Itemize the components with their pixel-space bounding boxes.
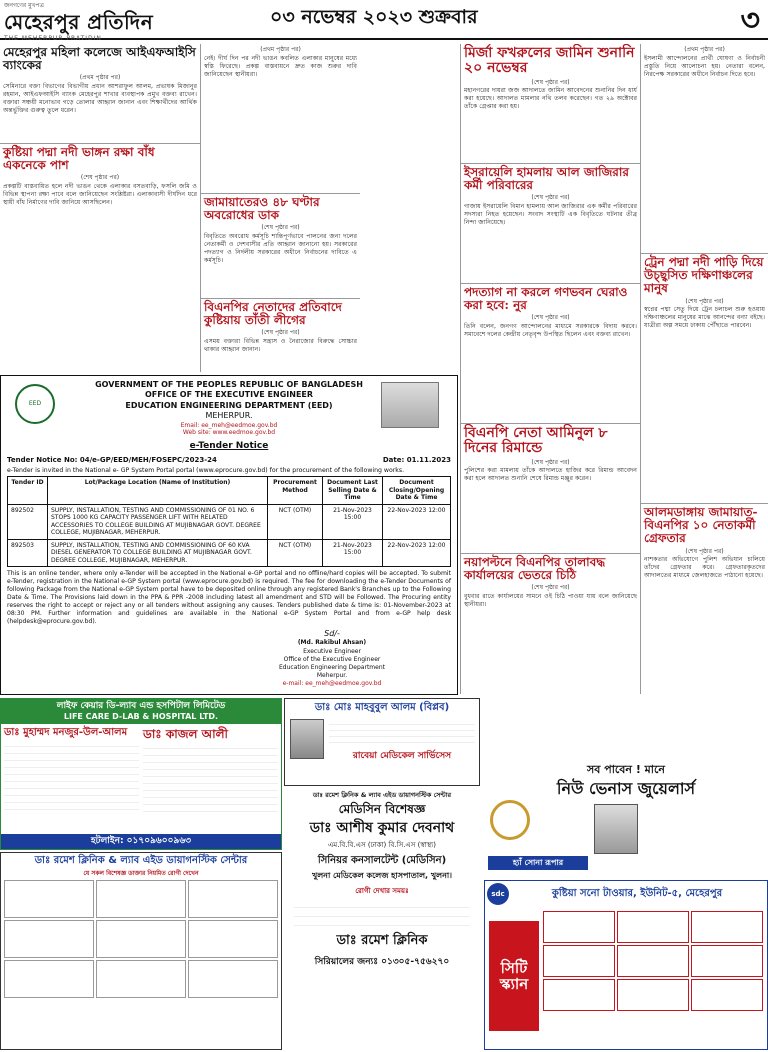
notice-number: Tender Notice No: 04/e-GP/EED/MEH/FOSEPC/2023-24 (7, 455, 217, 464)
continued-marker: (শেষ পৃষ্ঠার পর) (531, 194, 570, 202)
continued-marker: (শেষ পৃষ্ঠার পর) (261, 224, 300, 232)
story-tanti-league (201, 299, 360, 372)
doctor-card (617, 945, 689, 977)
ad-banner (1, 699, 281, 724)
doctor-name: ডাঃ কাজল আলী (143, 727, 228, 742)
column-4 (640, 44, 768, 694)
notice-reference (7, 456, 451, 465)
ad-kushtia-sono-tower (484, 880, 768, 1050)
doctor-grid (543, 911, 763, 1011)
story-padma-train (641, 254, 768, 504)
doctor-card (4, 960, 94, 998)
story-padma-embankment (0, 144, 200, 370)
signatory-department: Education Engineering Department (279, 663, 385, 671)
story-body: ইসলামী আন্দোলনের প্রার্থী ঘোষণা ও নির্বাচনী প্রস্তুতি নিয়ে আলোচনা হয়। নেতারা বলেন, নিরপেক্ষ সরকারের অধীনে নির্বাচন দিতে হবে। (644, 54, 765, 78)
doctor-details (4, 740, 139, 810)
story-body: পুলিশের করা মামলায় তাঁকে আদালতে হাজির করে রিমান্ড আবেদন করা হলে আদালত শুনানি শেষে রিমান্ড মঞ্জুর করেন। (464, 467, 637, 483)
story-body: গাজায় ইসরায়েলি বিমান হামলায় আল জাজিরার এক কর্মীর পরিবারের সদস্যরা নিহত হয়েছেন। সংবাদ সংস্থাটি এক বিবৃতিতে ঘটনার তীব্র নিন্দা জানিয়েছে। (464, 202, 637, 226)
story-aminul-remand (461, 424, 640, 554)
ad-ashish-kumar (284, 788, 480, 1050)
doctor-hospital: খুলনা মেডিকেল কলেজ হাসপাতাল, খুলনা। (311, 870, 453, 880)
ad-header (485, 881, 767, 907)
doctor-card (4, 880, 94, 918)
ad-title: কুষ্টিয়া সনো টাওয়ার, ইউনিট-৫, মেহেরপুর (551, 887, 723, 899)
serial-phone: সিরিয়ালের জন্যঃ ০১৩০৫-৭৫৬২৭০ (314, 956, 450, 967)
column-3 (460, 44, 640, 694)
sdc-logo-icon: sdc (487, 883, 509, 905)
continued-marker: (শেষ পৃষ্ঠার পর) (80, 174, 120, 182)
page-number: ৩ (740, 3, 760, 38)
col-closing: Document Closing/Opening Date & Time (383, 477, 451, 505)
continued-marker: (শেষ পৃষ্ঠার পর) (261, 329, 300, 337)
story-body: সেমিনারে বক্তা বিভাগের বিভাগীয় প্রধান আশরাফুল আলম, প্রভাষক মিজানুর রহমান, আইএফআইসি ব্যাংক মেহেরপুর শাখার ব্যবস্থাপক প্রমুখ বক্তব্য রাখেন। বক্তারা সঞ্চয়ী মনোভাব গড়ে তোলার আহ্বান জানান এবং শিক্ষার্থীদের আর্থিক অন্তর্ভুক্তির গুরুত্ব তুলে ধরেন। (3, 82, 197, 115)
newspaper-name: মেহেরপুর প্রতিদিন (4, 9, 154, 34)
doctor-card (4, 727, 139, 812)
doctor-post: সিনিয়র কনসালটেন্ট (মেডিসিন) (317, 855, 447, 867)
table-row (8, 504, 451, 539)
story-headline: মেহেরপুর মহিলা কলেজে আইএফআইসি ব্যাংকের (3, 45, 196, 73)
portrait-image (381, 382, 439, 428)
tender-id: 892502 (8, 504, 48, 539)
col-location: Lot/Package Location (Name of Institution) (48, 477, 268, 505)
doctor-card (96, 960, 186, 998)
tender-email: Email: ee_meh@eedmoe.gov.bd (180, 421, 278, 429)
doctor-grid (1, 877, 281, 1001)
notice-date: Date: 01.11.2023 (382, 455, 451, 464)
doctor-card (617, 979, 689, 1011)
tender-footer-text: This is an online tender, where only e-Tender will be accepted in the National e-GP portal and no offline/hard copies will be accepted. To submit e-Tender, registration in the National e-GP System portal (www.eprocure.gov.bd) is required. The fee for downloading the e-Tender Documents of following Package from the National e-GP System portal have to be deposited online through any registered Bank's Branches up to the Following Date & Time. The Provisions laid down in the PPA & PPR -2008 including latest all amendment and STD will be Followed. The Procuring entity reserves the right to accept or reject any or all tenders without assigning any causes. Tenders published date & time is: 01-November-2023 at 08:30 PM. Further information and guidelines are available in the National e-GP System Portal and from e-GP help desk (helpdesk@eprocure.gov.bd). (7, 570, 451, 625)
owner-photo (594, 804, 638, 854)
government-seal-icon: EED (15, 384, 55, 424)
story-body: নাশকতার অভিযোগে পুলিশ অভিযান চালিয়ে তাঁদের গ্রেফতার করে। গ্রেফতারকৃতদের আদালতের মাধ্যমে জেলহাজতে পাঠানো হয়েছে। (644, 556, 765, 580)
tender-closing-date: 22-Nov-2023 12:00 (383, 539, 451, 567)
doctor-card (96, 880, 186, 918)
visiting-time-details (294, 899, 470, 927)
story-alamdanga-arrest (641, 504, 768, 694)
e-tender-notice (0, 375, 458, 695)
doctor-card (188, 880, 278, 918)
brand-tagline: জনগণের মুখপত্র (4, 2, 44, 9)
tender-closing-date: 22-Nov-2023 12:00 (383, 504, 451, 539)
government-name: GOVERNMENT OF THE PEOPLES REPUBLIC OF BANGLADESH (95, 380, 363, 389)
continued-marker: (প্রথম পৃষ্ঠার পর) (79, 74, 121, 82)
tender-table (7, 476, 451, 567)
newspaper-name-english: THE MEHERPUR PRATIDIN (4, 34, 102, 42)
visiting-time-label: রোগী দেখার সময়ঃ (355, 886, 409, 895)
story-headline: ইসরায়েলি হামলায় আল জাজিরার কর্মী পরিবারের (464, 165, 629, 193)
story-body: প্রকল্পটি বাস্তবায়িত হলে নদী ভাঙন থেকে এলাকার বসতবাড়ি, ফসলি জমি ও বিভিন্ন স্থাপনা রক্ষা পাবে বলে জানিয়েছেন সংশ্লিষ্টরা। এলাকাবাসী দীর্ঘদিন ধরে স্থায়ী বাঁধ নির্মাণের দাবি জানিয়ে আসছিলেন। (3, 182, 197, 206)
doctor-card (543, 945, 615, 977)
doctor-card (543, 911, 615, 943)
newspaper-brand (4, 2, 204, 42)
story-jamaat-blockade (201, 194, 360, 299)
tender-description: SUPPLY, INSTALLATION, TESTING AND COMMISSIONING OF 01 NO. 6 STOPS 1000 KG CAPACITY PASSENGER LIFT WITH RELATED ACCESSORIES TO COLLEGE BUILDING AT MUJIBNAGAR GOVT. DEGREE COLLEGE, MUJIBNAGAR, MEHERPUR. (48, 504, 268, 539)
tender-description: SUPPLY, INSTALLATION, TESTING AND COMMISSIONING OF 60 KVA DIESEL GENERATOR TO COLLEGE BUILDING AT MUJIBNAGAR GOVT. DEGREE COLLEGE, MUJIBNAGAR, MEHERPUR. (48, 539, 268, 567)
hotline-banner: হটলাইন: ০১৭০৯৬০০৯৬৩ (1, 834, 281, 849)
signatory-name: (Md. Rakibul Ahsan) (297, 639, 367, 647)
story-body: বিবৃতিতে অবরোধ কর্মসূচি শান্তিপূর্ণভাবে পালনের জন্য দলের নেতাকর্মী ও দেশবাসীর প্রতি আহ্বান জানানো হয়। সরকারের পদত্যাগ ও নির্দলীয় সরকারের অধীনে নির্বাচনের দাবিতে এ কর্মসূচি। (204, 232, 357, 265)
notice-intro: e-Tender is invited in the National e- GP System Portal portal (www.eprocure.gov.bd) for the procurement of the following works. (7, 466, 405, 474)
doctor-card (617, 911, 689, 943)
story-ific-bank (0, 44, 200, 144)
story-body: মহানগরের দায়রা জজ আদালতে জামিন আবেদনের শুনানির দিন ধার্য করা হয়েছে। আদালত মামলার নথি তলব করেছেন। গত ২৯ অক্টোবর তাঁকে গ্রেপ্তার করা হয়। (464, 87, 637, 111)
continued-marker: (প্রথম পৃষ্ঠার পর) (260, 46, 301, 53)
jeweller-tagline: হ্যাঁ সোনা রূপার (488, 856, 588, 870)
story-body: স্বপ্নের পদ্মা সেতু দিয়ে ট্রেন চলাচল শুরু হওয়ায় দক্ষিণাঞ্চলের মানুষের মাঝে আনন্দের বন্যা বইছে। যাত্রীরা অল্প সময়ে ঢাকায় পৌঁছাতে পারবেন। (644, 306, 765, 330)
doctor-name: ডাঃ আশীষ কুমার দেবনাথ (309, 820, 455, 837)
ad-ramesh-clinic-directory (0, 852, 282, 1050)
doctor-name: ডাঃ মুহাম্মদ মনজুর-উল-আলম (4, 727, 128, 739)
ad-life-care-hospital (0, 698, 282, 850)
doctor-details (329, 719, 475, 747)
tender-selling-date: 21-Nov-2023 15:00 (323, 539, 383, 567)
continued-marker: (শেষ পৃষ্ঠার পর) (685, 547, 724, 555)
story-headline: মির্জা ফখরুলের জামিন শুনানি ২০ নভেম্বর (464, 45, 635, 77)
story-headline: বিএনপির নেতাদের প্রতিবাদে কুষ্টিয়ায় তাঁতী লীগের (204, 300, 342, 328)
signature-block (247, 629, 417, 688)
signatory-place: Meherpur. (316, 671, 348, 679)
story-nur-resign (461, 284, 640, 424)
story-body: এসময় বক্তারা বিভিন্ন সন্ত্রাস ও নৈরাজ্যের বিরুদ্ধে সোচ্চার থাকার আহ্বান জানান। (204, 337, 357, 353)
doctor-degree: এম.বি.বি.এস (ঢাকা) বি.সি.এস (স্বাস্থ্য) (327, 840, 437, 849)
ad-mahbubul-alam (284, 698, 480, 786)
story-headline: নয়াপল্টনে বিএনপির তালাবদ্ধ কার্যালয়ের ভেতরে চিঠি (464, 555, 606, 583)
story-headline: আলমডাঙ্গায় জামায়াত-বিএনপির ১০ নেতাকর্মী গ্রেফতার (644, 505, 758, 546)
story-fakhrul-bail (461, 44, 640, 164)
ad-title: ডাঃ রমেশ ক্লিনিক & ল্যাব এইড ডায়াগনস্টিক সেন্টার (34, 855, 248, 866)
story-continuation (201, 44, 360, 194)
story-naya-paltan-letter (461, 554, 640, 694)
col-tender-id: Tender ID (8, 477, 48, 505)
office-name: OFFICE OF THE EXECUTIVE ENGINEER (144, 390, 314, 400)
ring-icon (490, 800, 530, 840)
doctor-card (543, 979, 615, 1011)
doctor-name: ডাঃ মোঃ মাহবুবুল আলম (বিপ্লব) (314, 702, 450, 713)
tender-method: NCT (OTM) (268, 504, 323, 539)
doctor-card (143, 727, 278, 812)
doctor-card (4, 920, 94, 958)
publication-date: ০৩ নভেম্বর ২০২৩ শুক্রবার (270, 6, 478, 28)
doctor-card (691, 945, 763, 977)
table-row (8, 539, 451, 567)
signatory-office: Office of the Executive Engineer (283, 655, 381, 663)
ad-doctors (1, 724, 281, 815)
ad-subtitle: যে সকল বিশেষজ্ঞ ডাক্তার নিয়মিত রোগী দেখেন (83, 869, 199, 877)
signature-mark: Sd/- (324, 628, 340, 638)
masthead (0, 0, 768, 40)
doctor-card (691, 911, 763, 943)
continued-marker: (শেষ পৃষ্ঠার পর) (531, 78, 570, 86)
story-body: বুধবার রাতে কার্যালয়ের সামনে ওই চিঠি পাওয়া যায় বলে জানিয়েছে স্থানীয়রা। (464, 592, 637, 608)
ct-scan-banner: সিটি স্ক্যান (489, 921, 539, 1031)
ad-new-venus-jewellers (484, 760, 768, 878)
table-header-row (8, 477, 451, 505)
clinic-name: রাবেয়া মেডিকেল সার্ভিসেস (352, 751, 452, 761)
ad-top-line: ডাঃ রমেশ ক্লিনিক & ল্যাব এইড ডায়াগনস্টিক সেন্টার (312, 791, 452, 799)
signatory-email: e-mail: ee_meh@eedmoe.gov.bd (282, 679, 382, 687)
doctor-card (188, 960, 278, 998)
ad-title: লাইফ কেয়ার ডি-ল্যাব এন্ড হসপিটাল লিমিটেড (56, 701, 226, 711)
jeweller-name: নিউ ভেনাস জুয়েলার্স (556, 778, 696, 798)
story-headline: বিএনপি নেতা আমিনুল ৮ দিনের রিমান্ডে (464, 425, 608, 457)
story-headline: জামায়াতেরও ৪৮ ঘণ্টার অবরোধের ডাক (204, 195, 320, 223)
story-body: তিনি বলেন, জনগণ আন্দোলনের মাধ্যমে সরকারকে বিদায় করবে। সমাবেশে দলের কেন্দ্রীয় নেতৃবৃন্দ উপস্থিত ছিলেন এবং বক্তব্য রাখেন। (464, 322, 637, 338)
doctor-details (143, 742, 278, 812)
notice-title: e-Tender Notice (189, 440, 269, 451)
col-method: Procurement Method (268, 477, 323, 505)
column-1 (0, 44, 200, 372)
story-headline: ট্রেন পদ্মা নদী পাড়ি দিয়ে উচ্ছ্বসিত দক্ষিণাঞ্চলের মানুষ (644, 255, 764, 296)
doctor-card (96, 920, 186, 958)
doctor-card (691, 979, 763, 1011)
clinic-name: ডাঃ রমেশ ক্লিনিক (336, 932, 428, 948)
department-name: EDUCATION ENGINEERING DEPARTMENT (EED) (125, 400, 333, 410)
story-headline: কুষ্টিয়া পদ্মা নদী ভাঙ্গন রক্ষা বাঁধ একনেকে পাশ (3, 145, 155, 173)
column-2 (200, 44, 360, 372)
continued-marker: (শেষ পৃষ্ঠার পর) (531, 584, 570, 592)
continued-marker: (শেষ পৃষ্ঠার পর) (531, 458, 570, 466)
office-location: MEHERPUR. (205, 411, 253, 421)
story-body: নেই। দীর্ঘ দিন পর নদী ভাঙন কবলিত এলাকার মানুষের মধ্যে স্বস্তি ফিরেছে। প্রকল্প বাস্তবায়নে দ্রুত কাজ শুরুর দাবি জানিয়েছেন স্থানীয়রা। (204, 54, 357, 78)
col-last-selling: Document Last Selling Date & Time (323, 477, 383, 505)
tender-website: Web site: www.eedmoe.gov.bd (182, 429, 276, 437)
tender-id: 892503 (8, 539, 48, 567)
continued-marker: (প্রথম পৃষ্ঠার পর) (684, 46, 725, 53)
story-continuation (641, 44, 768, 254)
doctor-card (188, 920, 278, 958)
story-al-jazeera (461, 164, 640, 284)
signatory-title: Executive Engineer (303, 647, 361, 655)
story-headline: পদত্যাগ না করলে গণভবন ঘেরাও করা হবে: নুর (464, 285, 628, 313)
doctor-photo (290, 719, 324, 759)
tender-selling-date: 21-Nov-2023 15:00 (323, 504, 383, 539)
continued-marker: (শেষ পৃষ্ঠার পর) (531, 314, 570, 322)
ad-title-english: LIFE CARE D-LAB & HOSPITAL LTD. (63, 712, 219, 722)
continued-marker: (শেষ পৃষ্ঠার পর) (685, 297, 724, 305)
doctor-specialty: মেডিসিন বিশেষজ্ঞ (338, 802, 426, 817)
ad-top-line: সব পাবেন ! মানে (587, 763, 665, 776)
tender-method: NCT (OTM) (268, 539, 323, 567)
